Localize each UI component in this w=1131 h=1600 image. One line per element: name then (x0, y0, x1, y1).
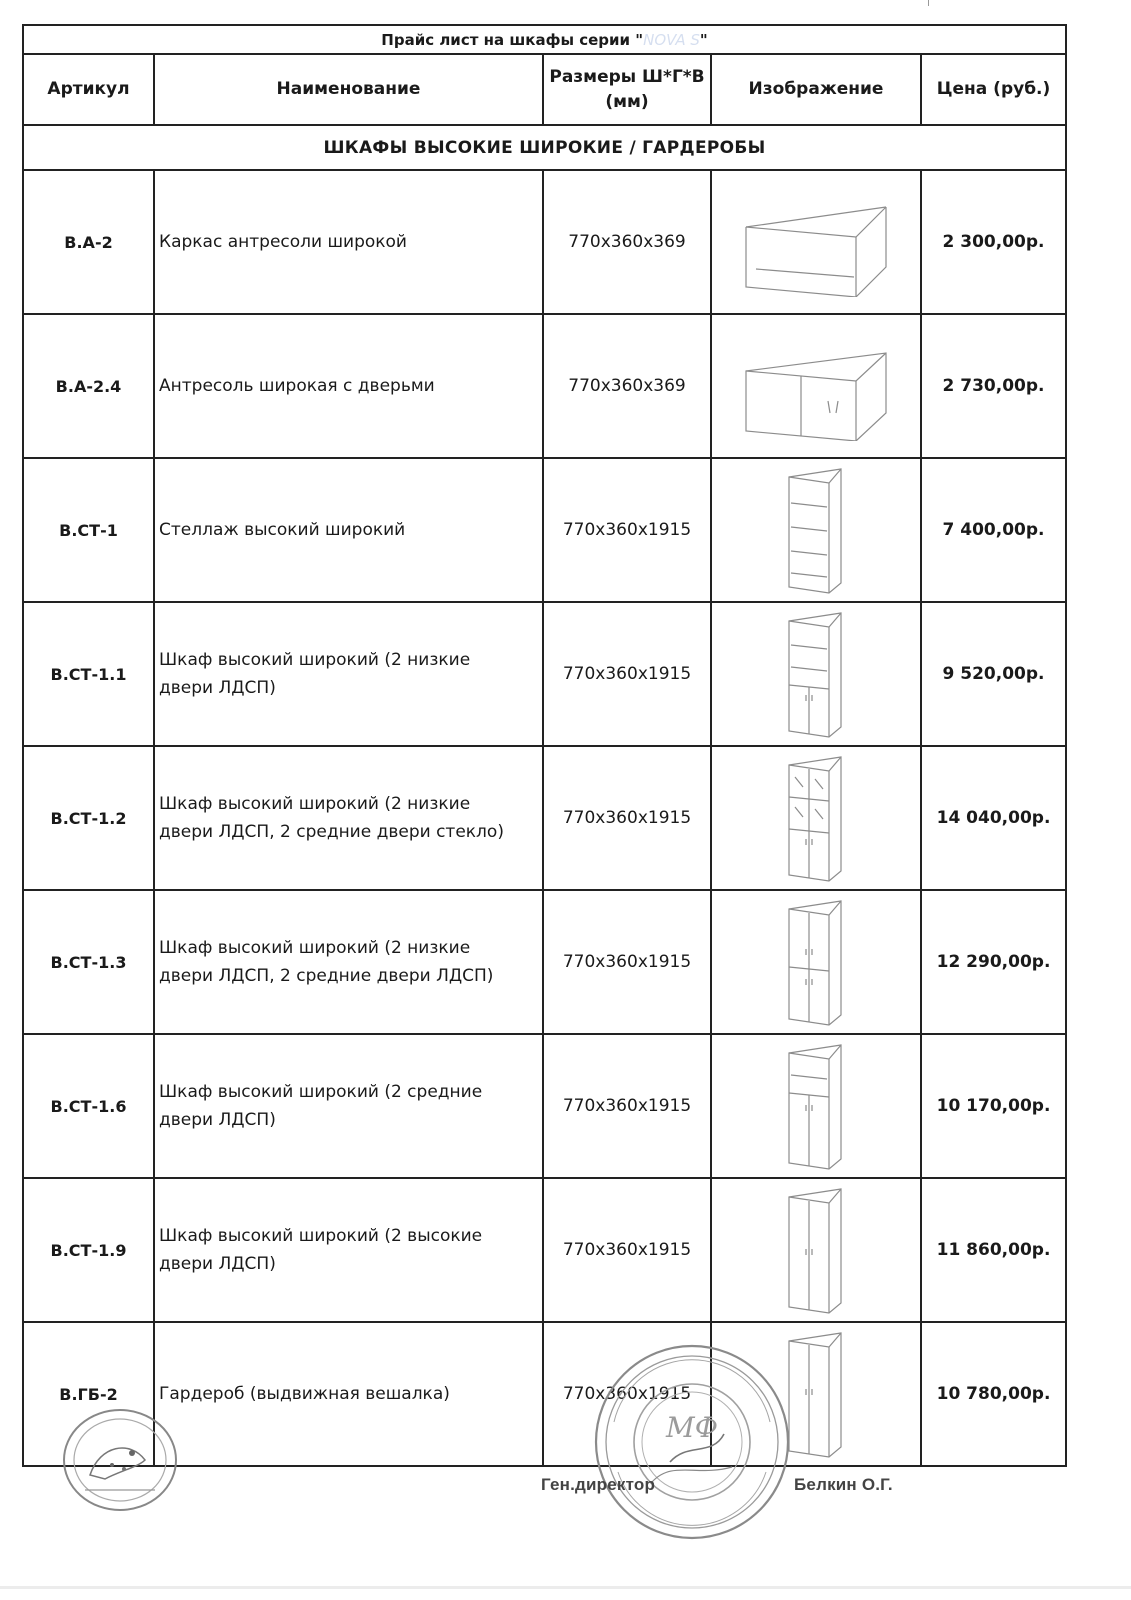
image-cell (711, 1034, 921, 1178)
tall-cabinet-four-doors-icon (712, 897, 920, 1027)
article-cell: В.СТ-1.9 (23, 1178, 154, 1322)
size-cell: 770х360х1915 (543, 746, 711, 890)
table-row (23, 458, 1066, 602)
price-cell: 2 730,00р. (921, 314, 1066, 458)
open-tall-shelving-icon (712, 465, 920, 595)
image-cell (711, 314, 921, 458)
price-cell: 10 170,00р. (921, 1034, 1066, 1178)
section-row (23, 125, 1066, 170)
open-mezzanine-icon (712, 187, 920, 297)
price-cell: 7 400,00р. (921, 458, 1066, 602)
company-seal-icon (592, 1342, 792, 1542)
footer-position: Ген.директор (541, 1475, 656, 1494)
size-cell: 770х360х369 (543, 170, 711, 314)
table-body (23, 170, 1066, 1466)
size-cell: 770х360х1915 (543, 1034, 711, 1178)
size-header-line1: Размеры Ш*Г*В (549, 66, 705, 87)
name-cell (154, 1178, 543, 1322)
title-quote: " (699, 30, 708, 49)
name-line: Шкаф высокий широкий (2 низкие (159, 938, 471, 958)
name-cell (154, 602, 543, 746)
size-header-line2: (мм) (605, 91, 649, 112)
price-cell: 12 290,00р. (921, 890, 1066, 1034)
price-cell: 10 780,00р. (921, 1322, 1066, 1466)
article-cell: В.ГБ-2 (23, 1322, 154, 1466)
name-line: двери ЛДСП, 2 средние двери ЛДСП) (159, 966, 494, 986)
col-price-header: Цена (руб.) (921, 54, 1066, 125)
table-row (23, 890, 1066, 1034)
scan-edge-mark (928, 0, 929, 6)
article-cell: В.СТ-1.6 (23, 1034, 154, 1178)
image-cell (711, 1178, 921, 1322)
name-cell (154, 890, 543, 1034)
col-image-header: Изображение (711, 54, 921, 125)
mezzanine-with-doors-icon (712, 331, 920, 441)
col-name-header: Наименование (154, 54, 543, 125)
table-title (23, 25, 1066, 54)
col-article-header: Артикул (23, 54, 154, 125)
image-cell (711, 170, 921, 314)
name-cell (154, 1034, 543, 1178)
price-cell: 11 860,00р. (921, 1178, 1066, 1322)
price-table (22, 24, 1067, 1467)
article-cell: В.СТ-1.3 (23, 890, 154, 1034)
title-row (23, 25, 1066, 54)
name-line: двери ЛДСП) (159, 1110, 276, 1130)
footer-signatory: Белкин О.Г. (794, 1475, 893, 1494)
size-cell: 770х360х1915 (543, 890, 711, 1034)
article-cell: В.СТ-1.2 (23, 746, 154, 890)
name-line: Каркас антресоли широкой (159, 232, 407, 252)
table-row (23, 1178, 1066, 1322)
table-row (23, 602, 1066, 746)
name-line: Антресоль широкая с дверьми (159, 376, 435, 396)
article-cell: В.СТ-1 (23, 458, 154, 602)
name-line: двери ЛДСП) (159, 678, 276, 698)
scan-bottom-edge (0, 1586, 1131, 1589)
article-cell: В.А-2 (23, 170, 154, 314)
col-size-header (543, 54, 711, 125)
table-row (23, 746, 1066, 890)
name-cell (154, 746, 543, 890)
header-row (23, 54, 1066, 125)
name-line: Шкаф высокий широкий (2 высокие (159, 1226, 483, 1246)
table-row (23, 170, 1066, 314)
name-line: Шкаф высокий широкий (2 низкие (159, 650, 471, 670)
tall-cabinet-glass-doors-icon (712, 753, 920, 883)
name-cell (154, 1322, 543, 1466)
name-line: Гардероб (выдвижная вешалка) (159, 1384, 450, 1404)
section-title: ШКАФЫ ВЫСОКИЕ ШИРОКИЕ / ГАРДЕРОБЫ (23, 125, 1066, 170)
svg-text:МФ: МФ (666, 1411, 718, 1444)
table-row (23, 314, 1066, 458)
image-cell (711, 458, 921, 602)
image-cell (711, 602, 921, 746)
tall-cabinet-high-doors-icon (712, 1185, 920, 1315)
size-cell: 770х360х1915 (543, 1178, 711, 1322)
price-cell: 9 520,00р. (921, 602, 1066, 746)
image-cell (711, 746, 921, 890)
name-line: двери ЛДСП) (159, 1254, 276, 1274)
name-cell (154, 170, 543, 314)
name-cell (154, 314, 543, 458)
size-cell: 770х360х1915 (543, 602, 711, 746)
article-cell: В.А-2.4 (23, 314, 154, 458)
name-line: Шкаф высокий широкий (2 низкие (159, 794, 471, 814)
table-row (23, 1034, 1066, 1178)
article-cell: В.СТ-1.1 (23, 602, 154, 746)
name-line: Шкаф высокий широкий (2 средние (159, 1082, 483, 1102)
image-cell (711, 890, 921, 1034)
size-cell: 770х360х369 (543, 314, 711, 458)
size-cell: 770х360х1915 (543, 458, 711, 602)
name-line: двери ЛДСП, 2 средние двери стекло) (159, 822, 504, 842)
tall-cabinet-middle-doors-icon (712, 1041, 920, 1171)
price-cell: 14 040,00р. (921, 746, 1066, 890)
name-cell (154, 458, 543, 602)
series-name: NOVA S (643, 30, 700, 49)
tall-cabinet-low-doors-icon (712, 609, 920, 739)
stamp-left-icon (60, 1405, 180, 1515)
title-text: Прайс лист на шкафы серии " (381, 30, 644, 49)
size-cell: 770х360х1915 (543, 1322, 711, 1466)
name-line: Стеллаж высокий широкий (159, 520, 406, 540)
price-cell: 2 300,00р. (921, 170, 1066, 314)
